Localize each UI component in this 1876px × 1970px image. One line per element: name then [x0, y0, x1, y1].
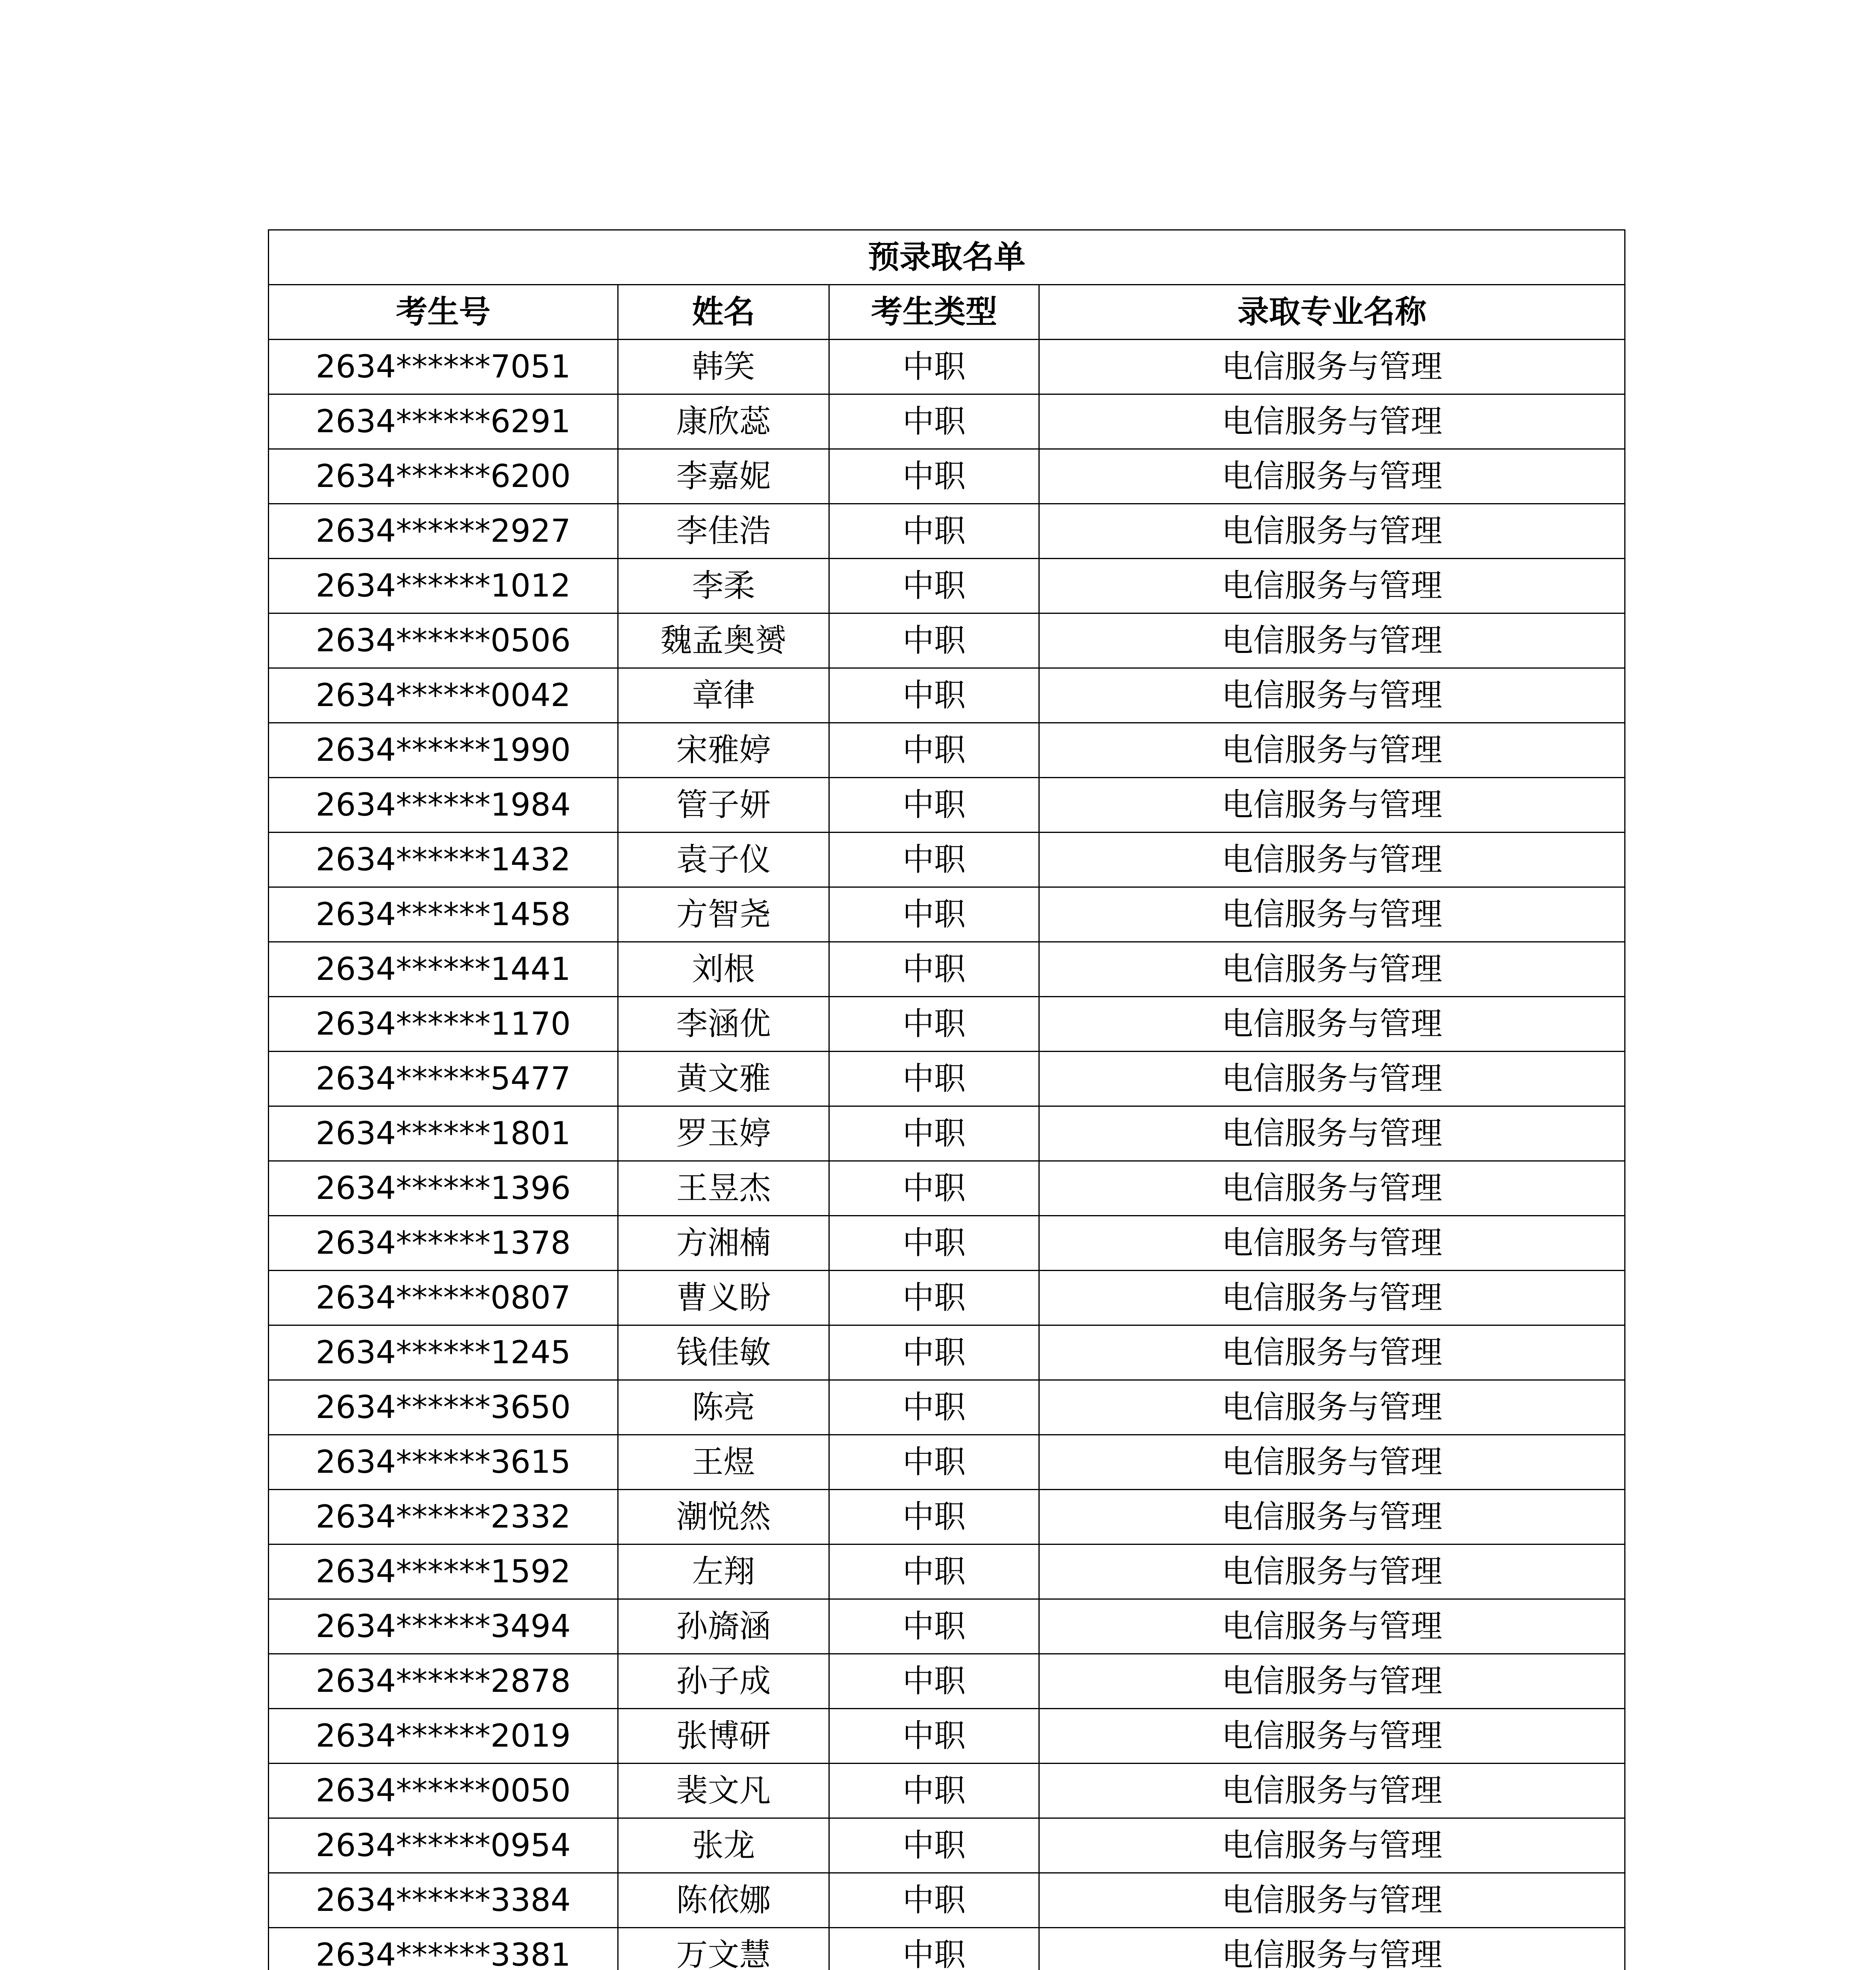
- table-row: [269, 997, 1625, 1052]
- table-row: [269, 1599, 1625, 1654]
- cell-name: 王昱杰: [618, 1161, 829, 1216]
- cell-name: 方智尧: [618, 887, 829, 942]
- table-row: [269, 340, 1625, 394]
- cell-candidate-type: 中职: [829, 1161, 1039, 1216]
- table-row: [269, 449, 1625, 504]
- cell-exam-number: 2634******1801: [269, 1106, 618, 1161]
- cell-major: 电信服务与管理: [1039, 394, 1625, 449]
- cell-exam-number: 2634******1592: [269, 1544, 618, 1599]
- cell-major: 电信服务与管理: [1039, 1490, 1625, 1544]
- cell-major: 电信服务与管理: [1039, 1709, 1625, 1764]
- column-header-candidate-type: 考生类型: [829, 285, 1039, 340]
- cell-exam-number: 2634******3615: [269, 1435, 618, 1490]
- cell-exam-number: 2634******3650: [269, 1380, 618, 1435]
- cell-candidate-type: 中职: [829, 1271, 1039, 1325]
- cell-name: 孙旖涵: [618, 1599, 829, 1654]
- cell-candidate-type: 中职: [829, 1928, 1039, 1970]
- table-row: [269, 1216, 1625, 1271]
- table-title: 预录取名单: [269, 230, 1625, 285]
- table-row: [269, 1161, 1625, 1216]
- cell-major: 电信服务与管理: [1039, 942, 1625, 997]
- cell-exam-number: 2634******0506: [269, 613, 618, 668]
- cell-name: 李佳浩: [618, 504, 829, 559]
- cell-exam-number: 2634******6291: [269, 394, 618, 449]
- cell-name: 罗玉婷: [618, 1106, 829, 1161]
- cell-name: 韩笑: [618, 340, 829, 394]
- table-row: [269, 1106, 1625, 1161]
- cell-exam-number: 2634******1984: [269, 778, 618, 833]
- cell-major: 电信服务与管理: [1039, 504, 1625, 559]
- cell-name: 张龙: [618, 1818, 829, 1873]
- cell-exam-number: 2634******2878: [269, 1654, 618, 1709]
- column-header-major: 录取专业名称: [1039, 285, 1625, 340]
- cell-name: 宋雅婷: [618, 723, 829, 778]
- column-header-exam-number: 考生号: [269, 285, 618, 340]
- cell-candidate-type: 中职: [829, 394, 1039, 449]
- table-row: [269, 668, 1625, 723]
- cell-name: 孙子成: [618, 1654, 829, 1709]
- cell-name: 钱佳敏: [618, 1325, 829, 1380]
- cell-exam-number: 2634******2332: [269, 1490, 618, 1544]
- table-row: [269, 1380, 1625, 1435]
- cell-exam-number: 2634******1245: [269, 1325, 618, 1380]
- table-row: [269, 723, 1625, 778]
- cell-exam-number: 2634******6200: [269, 449, 618, 504]
- table-row: [269, 1873, 1625, 1928]
- cell-name: 管子妍: [618, 778, 829, 833]
- table-row: [269, 1490, 1625, 1544]
- cell-candidate-type: 中职: [829, 559, 1039, 613]
- cell-candidate-type: 中职: [829, 613, 1039, 668]
- cell-candidate-type: 中职: [829, 504, 1039, 559]
- cell-major: 电信服务与管理: [1039, 668, 1625, 723]
- cell-candidate-type: 中职: [829, 1873, 1039, 1928]
- cell-exam-number: 2634******3384: [269, 1873, 618, 1928]
- cell-candidate-type: 中职: [829, 1818, 1039, 1873]
- table-body: [269, 340, 1625, 1970]
- cell-major: 电信服务与管理: [1039, 1928, 1625, 1970]
- cell-candidate-type: 中职: [829, 778, 1039, 833]
- cell-candidate-type: 中职: [829, 942, 1039, 997]
- cell-major: 电信服务与管理: [1039, 613, 1625, 668]
- table-row: [269, 1654, 1625, 1709]
- table-row: [269, 1818, 1625, 1873]
- cell-candidate-type: 中职: [829, 1435, 1039, 1490]
- title-row: [269, 230, 1625, 285]
- cell-exam-number: 2634******0042: [269, 668, 618, 723]
- cell-name: 裴文凡: [618, 1764, 829, 1818]
- header-row: [269, 285, 1625, 340]
- table-row: [269, 1928, 1625, 1970]
- table-row: [269, 833, 1625, 887]
- table-row: [269, 613, 1625, 668]
- cell-major: 电信服务与管理: [1039, 340, 1625, 394]
- cell-candidate-type: 中职: [829, 1106, 1039, 1161]
- cell-major: 电信服务与管理: [1039, 1599, 1625, 1654]
- table-row: [269, 1544, 1625, 1599]
- cell-candidate-type: 中职: [829, 1764, 1039, 1818]
- table-row: [269, 887, 1625, 942]
- cell-major: 电信服务与管理: [1039, 1873, 1625, 1928]
- table-row: [269, 1435, 1625, 1490]
- cell-major: 电信服务与管理: [1039, 1654, 1625, 1709]
- cell-exam-number: 2634******1170: [269, 997, 618, 1052]
- cell-name: 李涵优: [618, 997, 829, 1052]
- cell-major: 电信服务与管理: [1039, 1435, 1625, 1490]
- table-row: [269, 1271, 1625, 1325]
- cell-major: 电信服务与管理: [1039, 1544, 1625, 1599]
- cell-major: 电信服务与管理: [1039, 1052, 1625, 1106]
- table-row: [269, 1709, 1625, 1764]
- cell-exam-number: 2634******0807: [269, 1271, 618, 1325]
- cell-candidate-type: 中职: [829, 1599, 1039, 1654]
- cell-name: 陈亮: [618, 1380, 829, 1435]
- cell-major: 电信服务与管理: [1039, 1271, 1625, 1325]
- cell-name: 陈依娜: [618, 1873, 829, 1928]
- cell-name: 李柔: [618, 559, 829, 613]
- cell-exam-number: 2634******1378: [269, 1216, 618, 1271]
- cell-exam-number: 2634******3381: [269, 1928, 618, 1970]
- cell-major: 电信服务与管理: [1039, 997, 1625, 1052]
- cell-name: 章律: [618, 668, 829, 723]
- cell-candidate-type: 中职: [829, 887, 1039, 942]
- cell-exam-number: 2634******3494: [269, 1599, 618, 1654]
- cell-candidate-type: 中职: [829, 1654, 1039, 1709]
- cell-exam-number: 2634******2927: [269, 504, 618, 559]
- cell-candidate-type: 中职: [829, 668, 1039, 723]
- cell-name: 李嘉妮: [618, 449, 829, 504]
- table-row: [269, 778, 1625, 833]
- admission-list-table: [268, 229, 1625, 1970]
- cell-major: 电信服务与管理: [1039, 1764, 1625, 1818]
- cell-exam-number: 2634******0050: [269, 1764, 618, 1818]
- cell-name: 张博研: [618, 1709, 829, 1764]
- table-row: [269, 1764, 1625, 1818]
- cell-name: 王煜: [618, 1435, 829, 1490]
- cell-name: 万文慧: [618, 1928, 829, 1970]
- cell-name: 魏孟奥赟: [618, 613, 829, 668]
- cell-major: 电信服务与管理: [1039, 887, 1625, 942]
- cell-major: 电信服务与管理: [1039, 1161, 1625, 1216]
- table-row: [269, 942, 1625, 997]
- cell-candidate-type: 中职: [829, 1052, 1039, 1106]
- cell-candidate-type: 中职: [829, 1325, 1039, 1380]
- cell-candidate-type: 中职: [829, 723, 1039, 778]
- table-row: [269, 559, 1625, 613]
- cell-candidate-type: 中职: [829, 1380, 1039, 1435]
- cell-major: 电信服务与管理: [1039, 723, 1625, 778]
- cell-major: 电信服务与管理: [1039, 1380, 1625, 1435]
- cell-candidate-type: 中职: [829, 340, 1039, 394]
- cell-candidate-type: 中职: [829, 1709, 1039, 1764]
- cell-candidate-type: 中职: [829, 1216, 1039, 1271]
- cell-major: 电信服务与管理: [1039, 1106, 1625, 1161]
- table-row: [269, 1325, 1625, 1380]
- cell-candidate-type: 中职: [829, 1490, 1039, 1544]
- column-header-name: 姓名: [618, 285, 829, 340]
- cell-exam-number: 2634******1441: [269, 942, 618, 997]
- cell-exam-number: 2634******1990: [269, 723, 618, 778]
- table-row: [269, 504, 1625, 559]
- cell-exam-number: 2634******1432: [269, 833, 618, 887]
- cell-major: 电信服务与管理: [1039, 1325, 1625, 1380]
- cell-candidate-type: 中职: [829, 833, 1039, 887]
- cell-name: 黄文雅: [618, 1052, 829, 1106]
- cell-name: 方湘楠: [618, 1216, 829, 1271]
- cell-exam-number: 2634******5477: [269, 1052, 618, 1106]
- cell-exam-number: 2634******2019: [269, 1709, 618, 1764]
- cell-candidate-type: 中职: [829, 449, 1039, 504]
- cell-major: 电信服务与管理: [1039, 559, 1625, 613]
- table-row: [269, 394, 1625, 449]
- cell-name: 潮悦然: [618, 1490, 829, 1544]
- cell-major: 电信服务与管理: [1039, 1216, 1625, 1271]
- table-row: [269, 1052, 1625, 1106]
- cell-candidate-type: 中职: [829, 997, 1039, 1052]
- cell-major: 电信服务与管理: [1039, 778, 1625, 833]
- cell-name: 刘根: [618, 942, 829, 997]
- cell-name: 曹义盼: [618, 1271, 829, 1325]
- cell-exam-number: 2634******0954: [269, 1818, 618, 1873]
- cell-major: 电信服务与管理: [1039, 833, 1625, 887]
- cell-name: 左翔: [618, 1544, 829, 1599]
- cell-exam-number: 2634******1458: [269, 887, 618, 942]
- cell-name: 康欣蕊: [618, 394, 829, 449]
- cell-exam-number: 2634******1396: [269, 1161, 618, 1216]
- cell-candidate-type: 中职: [829, 1544, 1039, 1599]
- cell-name: 袁子仪: [618, 833, 829, 887]
- cell-major: 电信服务与管理: [1039, 449, 1625, 504]
- cell-exam-number: 2634******7051: [269, 340, 618, 394]
- cell-major: 电信服务与管理: [1039, 1818, 1625, 1873]
- cell-exam-number: 2634******1012: [269, 559, 618, 613]
